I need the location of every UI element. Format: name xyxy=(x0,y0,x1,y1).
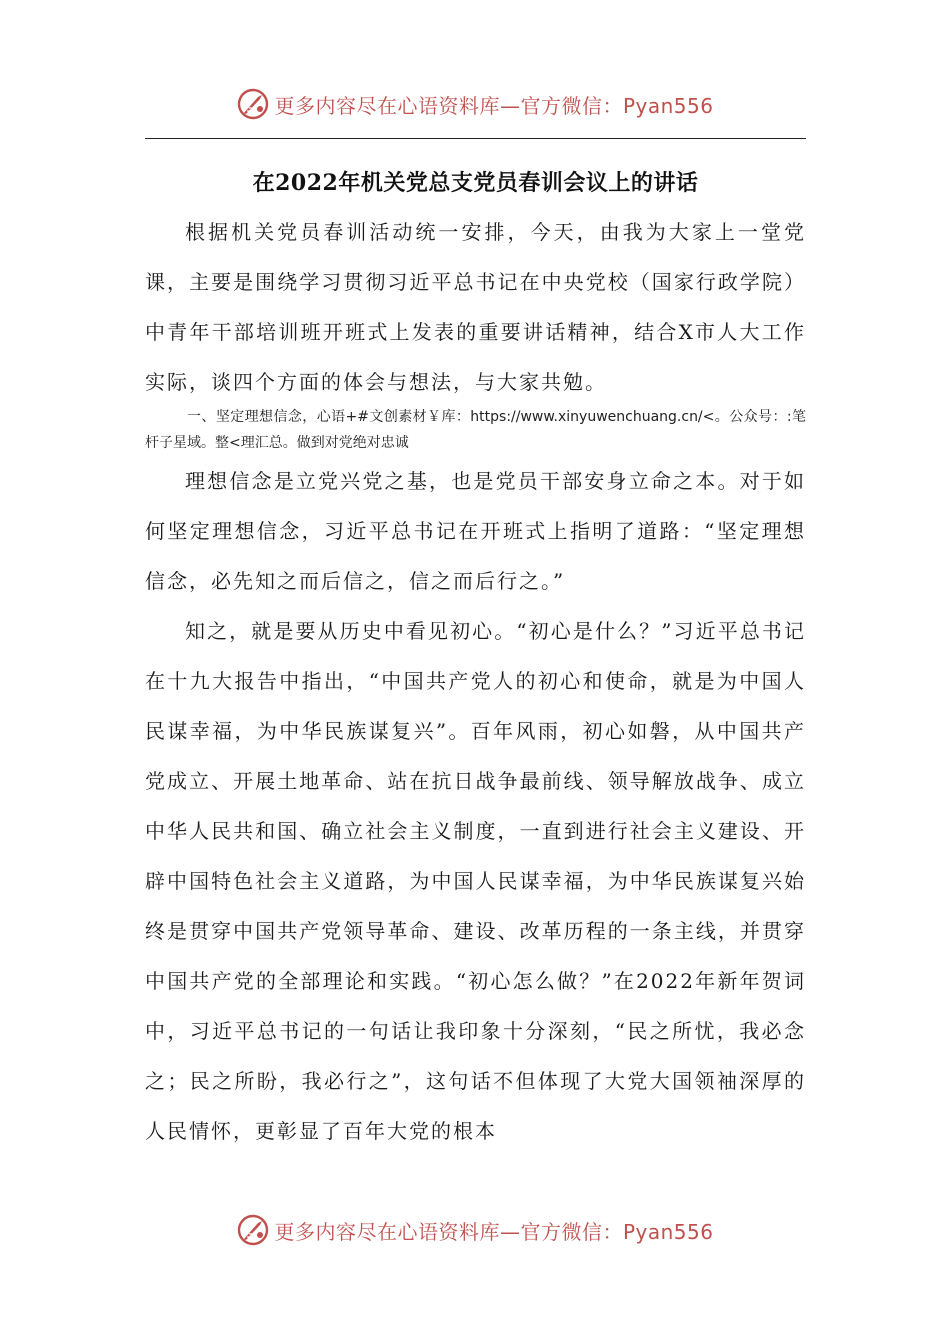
quill-logo-icon xyxy=(236,87,270,121)
footer-banner xyxy=(0,1210,950,1250)
quill-logo-icon xyxy=(236,1213,270,1247)
paragraph-history: 知之，就是要从历史中看见初心。“初心是什么？”习近平总书记在十九大报告中指出，“中国共产党人的初心和使命，就是为中国人民谋幸福，为中华民族谋复兴”。百年风雨，初心如磐，从中国共产党成立、开展土地革命、站在抗日战争最前线、领导解放战争、成立中华人民共和国、确立社会主义制度，一直到进行社会主义建设、开辟中国特色社会主义道路，为中国人民谋幸福，为中华民族谋复兴始终是贯穿中国共产党领导革命、建设、改革历程的一条主线，并贯穿中国共产党的全部理论和实践。“初心怎么做？”在2022年新年贺词中，习近平总书记的一句话让我印象十分深刻，“民之所忧，我必念之；民之所盼，我必行之”，这句话不但体现了大党大国领袖深厚的人民情怀，更彰显了百年大党的根本 xyxy=(145,619,806,1143)
header-banner xyxy=(0,84,950,124)
banner-text: 更多内容尽在心语资料库—官方微信：Pyan556 xyxy=(274,93,714,118)
paragraph-intro: 根据机关党员春训活动统一安排，今天，由我为大家上一堂党课，主要是围绕学习贯彻习近平总书记在中央党校（国家行政学院）中青年干部培训班开班式上发表的重要讲话精神，结合X市人大工作实际，谈四个方面的体会与想法，与大家共勉。 xyxy=(145,220,806,394)
section-heading: 一、坚定理想信念，心语+#文创素材￥库：https://www.xinyuwenchuang.cn/<。公众号：:笔杆子星域。整<理汇总。做到对党绝对忠诚 xyxy=(145,409,806,451)
header-divider xyxy=(145,138,806,139)
banner-text: 更多内容尽在心语资料库—官方微信：Pyan556 xyxy=(274,1219,714,1244)
document-title: 在2022年机关党总支党员春训会议上的讲话 xyxy=(252,170,699,196)
paragraph-ideals: 理想信念是立党兴党之基，也是党员干部安身立命之本。对于如何坚定理想信念，习近平总书记在开班式上指明了道路：“坚定理想信念，必先知之而后信之，信之而后行之。” xyxy=(145,469,806,593)
